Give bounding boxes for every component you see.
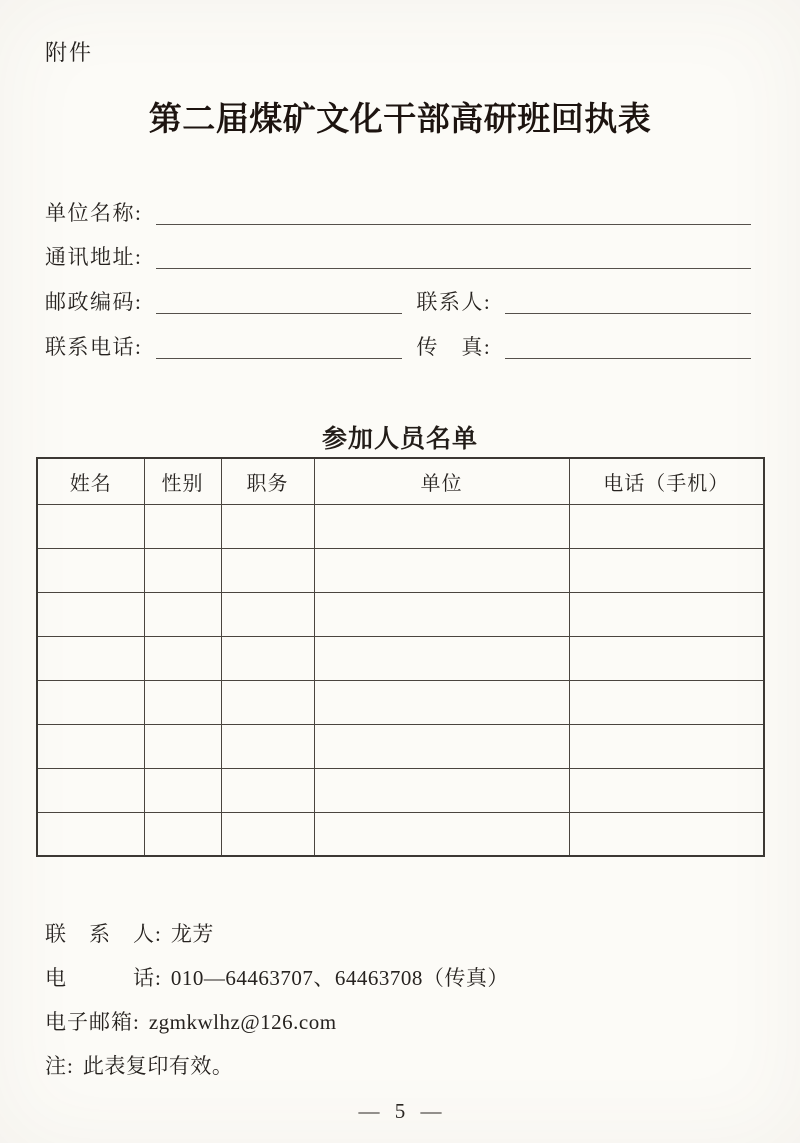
- footer-phone-label: 电 话:: [45, 966, 162, 990]
- table-cell: [37, 592, 144, 636]
- table-header-cell: 性别: [144, 458, 221, 504]
- footer-email-label: 电子邮箱:: [45, 1010, 140, 1034]
- table-cell: [37, 768, 144, 812]
- table-cell: [37, 504, 144, 548]
- table-cell: [221, 768, 314, 812]
- table-header-row: [37, 458, 764, 504]
- table-row: [37, 768, 764, 812]
- table-cell: [144, 724, 221, 768]
- footer-phone-value: 010—64463707、64463708（传真）: [170, 966, 509, 990]
- address-blank-line: [156, 240, 751, 269]
- form-row-unit-name: [45, 196, 751, 225]
- table-row: [37, 812, 764, 856]
- footer-email-value: zgmkwlhz@126.com: [148, 1010, 337, 1034]
- table-cell: [314, 548, 569, 592]
- participants-table: [36, 457, 765, 857]
- table-cell: [144, 768, 221, 812]
- participants-table-body: [37, 504, 764, 856]
- table-cell: [314, 812, 569, 856]
- form-row-phone-fax: [45, 330, 751, 359]
- fax-label: 传 真:: [416, 334, 492, 359]
- table-cell: [144, 548, 221, 592]
- page-title: 第二届煤矿文化干部高研班回执表: [148, 102, 652, 138]
- table-cell: [569, 504, 764, 548]
- table-cell: [221, 592, 314, 636]
- table-cell: [221, 548, 314, 592]
- table-cell: [569, 548, 764, 592]
- table-cell: [569, 768, 764, 812]
- footer-phone-line: [45, 956, 751, 1000]
- table-row: [37, 548, 764, 592]
- table-cell: [221, 812, 314, 856]
- unit-name-blank-line: [156, 196, 751, 225]
- form-row-address: [45, 240, 751, 269]
- table-cell: [569, 812, 764, 856]
- unit-name-label: 单位名称:: [45, 200, 143, 225]
- table-header-cell: 电话（手机）: [569, 458, 764, 504]
- table-cell: [221, 724, 314, 768]
- address-label: 通讯地址:: [45, 244, 143, 269]
- table-cell: [37, 724, 144, 768]
- contact-phone-label: 联系电话:: [45, 334, 143, 359]
- table-row: [37, 680, 764, 724]
- table-cell: [314, 504, 569, 548]
- page-number: — 5 —: [358, 1099, 442, 1123]
- table-row: [37, 504, 764, 548]
- footer-note-value: 此表复印有效。: [82, 1054, 234, 1078]
- table-cell: [37, 812, 144, 856]
- contact-phone-blank-line: [156, 330, 402, 359]
- table-cell: [569, 680, 764, 724]
- form-row-postcode-contact: [45, 285, 751, 314]
- footer-email-line: [45, 1000, 751, 1044]
- table-cell: [144, 636, 221, 680]
- contact-person-label: 联系人:: [416, 289, 492, 314]
- table-row: [37, 592, 764, 636]
- table-cell: [569, 636, 764, 680]
- table-cell: [144, 592, 221, 636]
- participants-heading: 参加人员名单: [321, 426, 478, 453]
- footer-contact-block: [45, 912, 751, 1088]
- table-cell: [569, 592, 764, 636]
- table-cell: [221, 680, 314, 724]
- table-cell: [314, 768, 569, 812]
- footer-contact-person-line: [45, 912, 751, 956]
- table-header-cell: 单位: [314, 458, 569, 504]
- footer-contact-person-value: 龙芳: [170, 922, 214, 946]
- table-header-cell: 姓名: [37, 458, 144, 504]
- table-row: [37, 636, 764, 680]
- table-cell: [221, 636, 314, 680]
- table-cell: [314, 680, 569, 724]
- table-cell: [221, 504, 314, 548]
- table-cell: [569, 724, 764, 768]
- footer-contact-person-label: 联 系 人:: [45, 922, 162, 946]
- table-cell: [144, 812, 221, 856]
- postcode-blank-line: [156, 285, 402, 314]
- table-cell: [37, 680, 144, 724]
- fax-blank-line: [505, 330, 751, 359]
- table-cell: [144, 680, 221, 724]
- postcode-label: 邮政编码:: [45, 289, 143, 314]
- footer-note-line: [45, 1044, 751, 1088]
- table-cell: [314, 724, 569, 768]
- table-row: [37, 724, 764, 768]
- table-cell: [314, 592, 569, 636]
- contact-person-blank-line: [505, 285, 751, 314]
- attachment-label: 附件: [45, 40, 94, 65]
- table-cell: [144, 504, 221, 548]
- footer-note-label: 注:: [45, 1054, 74, 1078]
- table-cell: [314, 636, 569, 680]
- table-header-cell: 职务: [221, 458, 314, 504]
- table-cell: [37, 636, 144, 680]
- table-cell: [37, 548, 144, 592]
